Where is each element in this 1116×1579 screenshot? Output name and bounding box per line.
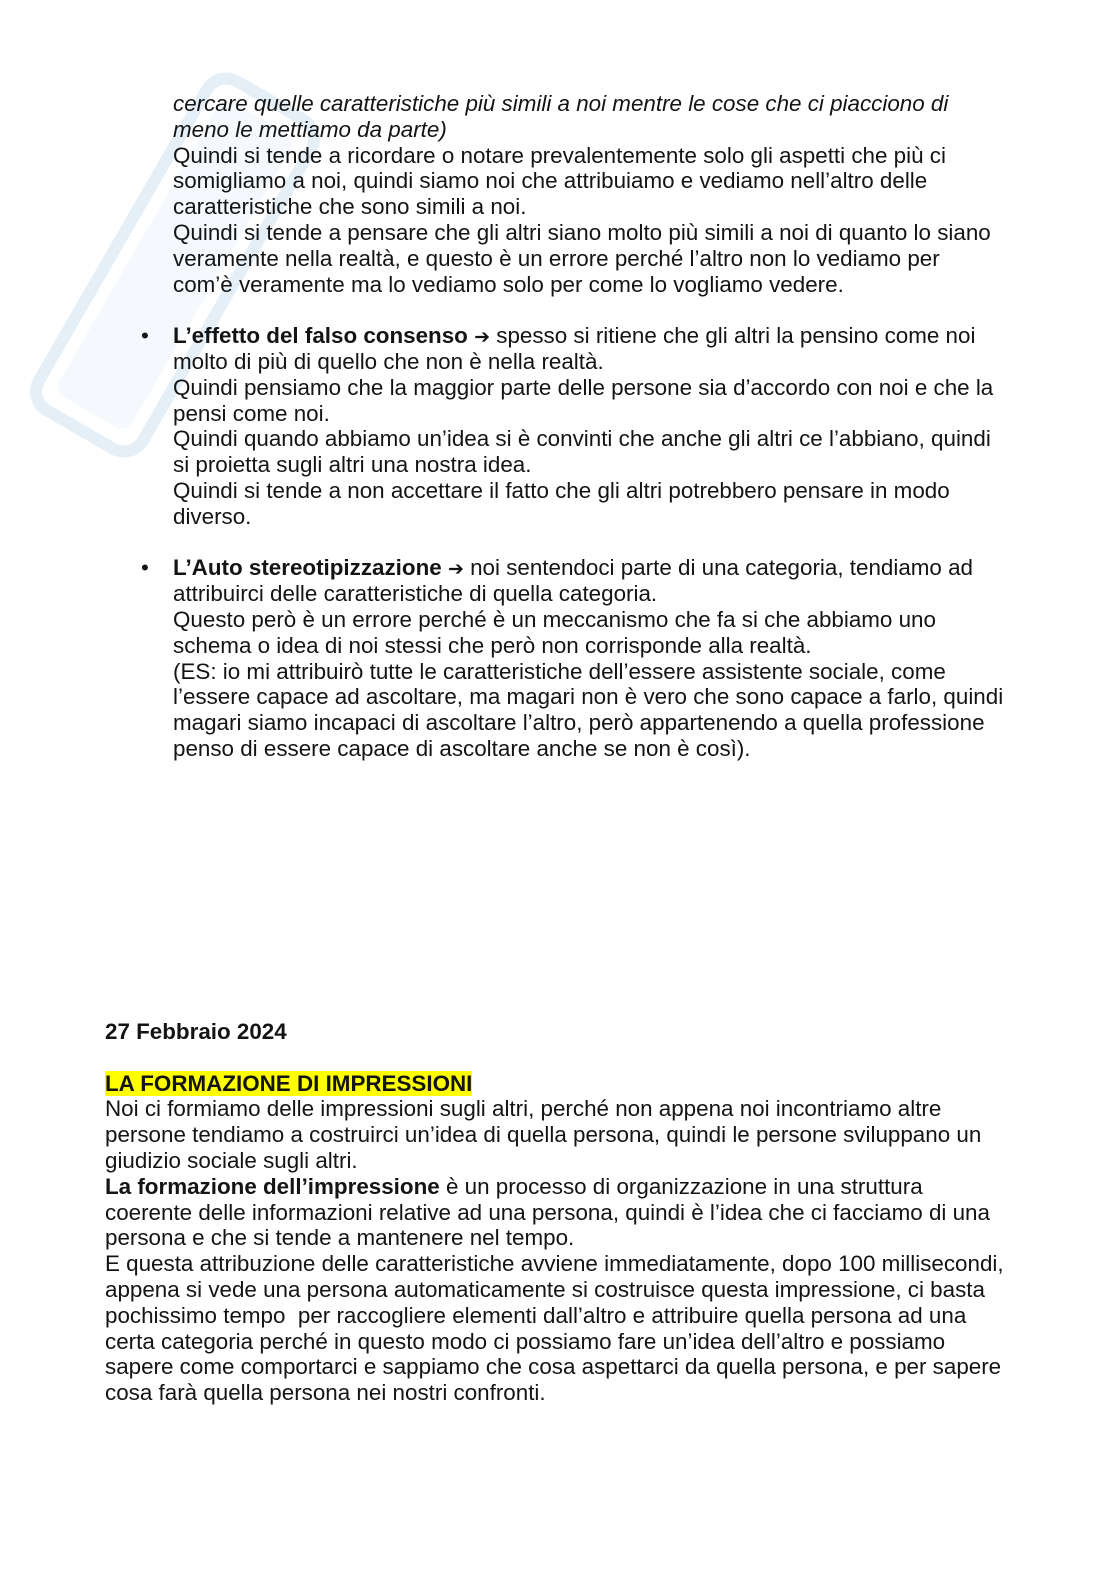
bullet-line: Quindi si tende a non accettare il fatto che gli altri potrebbero pensare in modo — [173, 477, 950, 503]
bullet-first-line-text: noi sentendoci parte di una categoria, tendiamo ad — [470, 555, 974, 581]
bullet-line: magari siamo incapaci di ascoltare l’altro, però appartenendo a quella professione — [173, 710, 985, 736]
bullet-marker: • — [141, 323, 149, 349]
bullet-item-self-stereotyping — [141, 555, 1004, 761]
bullet-first-line — [173, 555, 1003, 581]
paragraph-line: cosa farà quella persona nei nostri confronti. — [105, 1380, 546, 1406]
paragraph-line: persona e che si tende a mantenere nel tempo. — [105, 1225, 575, 1251]
intro-line: com’è veramente ma lo vediamo solo per come lo vogliamo vedere. — [173, 271, 844, 297]
bullet-marker: • — [141, 555, 149, 581]
paragraph-line: persone tendiamo a costruirci un’idea di quella persona, quindi le persone sviluppano un — [105, 1122, 982, 1148]
definition-first-line — [105, 1174, 1004, 1200]
bullet-line: pensi come noi. — [173, 400, 330, 426]
paragraph-line: giudizio sociale sugli altri. — [105, 1147, 358, 1173]
bullet-line: diverso. — [173, 503, 252, 529]
intro-line: somigliamo a noi, quindi siamo noi che attribuiamo e vediamo nell’altro delle — [173, 168, 928, 194]
bullet-line: penso di essere capace di ascoltare anche se non è così). — [173, 735, 751, 761]
section-heading-line — [105, 1071, 1004, 1097]
spacer — [173, 297, 1003, 323]
intro-line: veramente nella realtà, e questo è un errore perché l’altro non lo vediamo per — [173, 245, 940, 271]
bullet-line: schema o idea di noi stessi che però non corrisponde alla realtà. — [173, 632, 812, 658]
lecture-section — [105, 1019, 1004, 1406]
intro-line: Quindi si tende a ricordare o notare prevalentemente solo gli aspetti che più ci — [173, 142, 946, 168]
section-heading: LA FORMAZIONE DI IMPRESSIONI — [105, 1070, 473, 1096]
spacer — [173, 530, 1003, 556]
date-heading: 27 Febbraio 2024 — [105, 1019, 287, 1044]
bullet-term: L’Auto stereotipizzazione — [173, 555, 442, 581]
intro-italic-line: cercare quelle caratteristiche più simili a noi mentre le cose che ci piacciono di — [173, 91, 949, 116]
intro-line: caratteristiche che sono simili a noi. — [173, 194, 527, 220]
paragraph-line: appena si vede una persona automaticamente si costruisce questa impressione, ci basta — [105, 1276, 985, 1302]
bullet-line: Quindi quando abbiamo un’idea si è convinti che anche gli altri ce l’abbiano, quindi — [173, 426, 991, 452]
bullet-term: L’effetto del falso consenso — [173, 323, 468, 349]
bullet-first-line-text: spesso si ritiene che gli altri la pensino come noi — [496, 323, 976, 349]
arrow-right-icon: ➔ — [447, 558, 464, 581]
intro-italic-line: meno le mettiamo da parte) — [173, 116, 447, 142]
bullet-line: attribuirci delle caratteristiche di quella categoria. — [173, 581, 658, 607]
bullet-line: l’essere capace ad ascoltare, ma magari non è vero che sono capace a farlo, quindi — [173, 684, 1004, 710]
bullet-item-false-consensus — [141, 323, 1003, 529]
bullet-line: (ES: io mi attribuirò tutte le caratteristiche dell’essere assistente sociale, come — [173, 658, 946, 684]
paragraph-line: E questa attribuzione delle caratteristiche avviene immediatamente, dopo 100 millisecondi, — [105, 1251, 1004, 1277]
paragraph-line: coerente delle informazioni relative ad una persona, quindi è l’idea che ci facciamo di una — [105, 1199, 990, 1225]
intro-line: Quindi si tende a pensare che gli altri siano molto più simili a noi di quanto lo siano — [173, 219, 991, 245]
definition-term: La formazione dell’impressione — [105, 1173, 440, 1199]
paragraph-line: certa categoria perché in questo modo ci possiamo fare un’idea dell’altro e possiamo — [105, 1328, 946, 1354]
paragraph-line: Noi ci formiamo delle impressioni sugli altri, perché non appena noi incontriamo altre — [105, 1096, 942, 1122]
bullet-first-line — [173, 323, 1003, 349]
arrow-right-icon: ➔ — [474, 326, 491, 349]
bullet-line: molto di più di quello che non è nella realtà. — [173, 348, 604, 374]
bullet-line: si proietta sugli altri una nostra idea. — [173, 452, 532, 478]
notes-continuation — [141, 91, 1004, 762]
paragraph-line: pochissimo tempo per raccogliere elementi dall’altro e attribuire quella persona ad una — [105, 1302, 967, 1328]
paragraph-line: sapere come comportarci e sappiamo che cosa aspettarci da quella persona, e per sapere — [105, 1354, 1002, 1380]
bullet-line: Quindi pensiamo che la maggior parte delle persone sia d’accordo con noi e che la — [173, 374, 994, 400]
definition-text: è un processo di organizzazione in una struttura — [445, 1173, 923, 1199]
bullet-line: Questo però è un errore perché è un meccanismo che fa si che abbiamo uno — [173, 606, 936, 632]
spacer — [105, 1045, 1004, 1071]
